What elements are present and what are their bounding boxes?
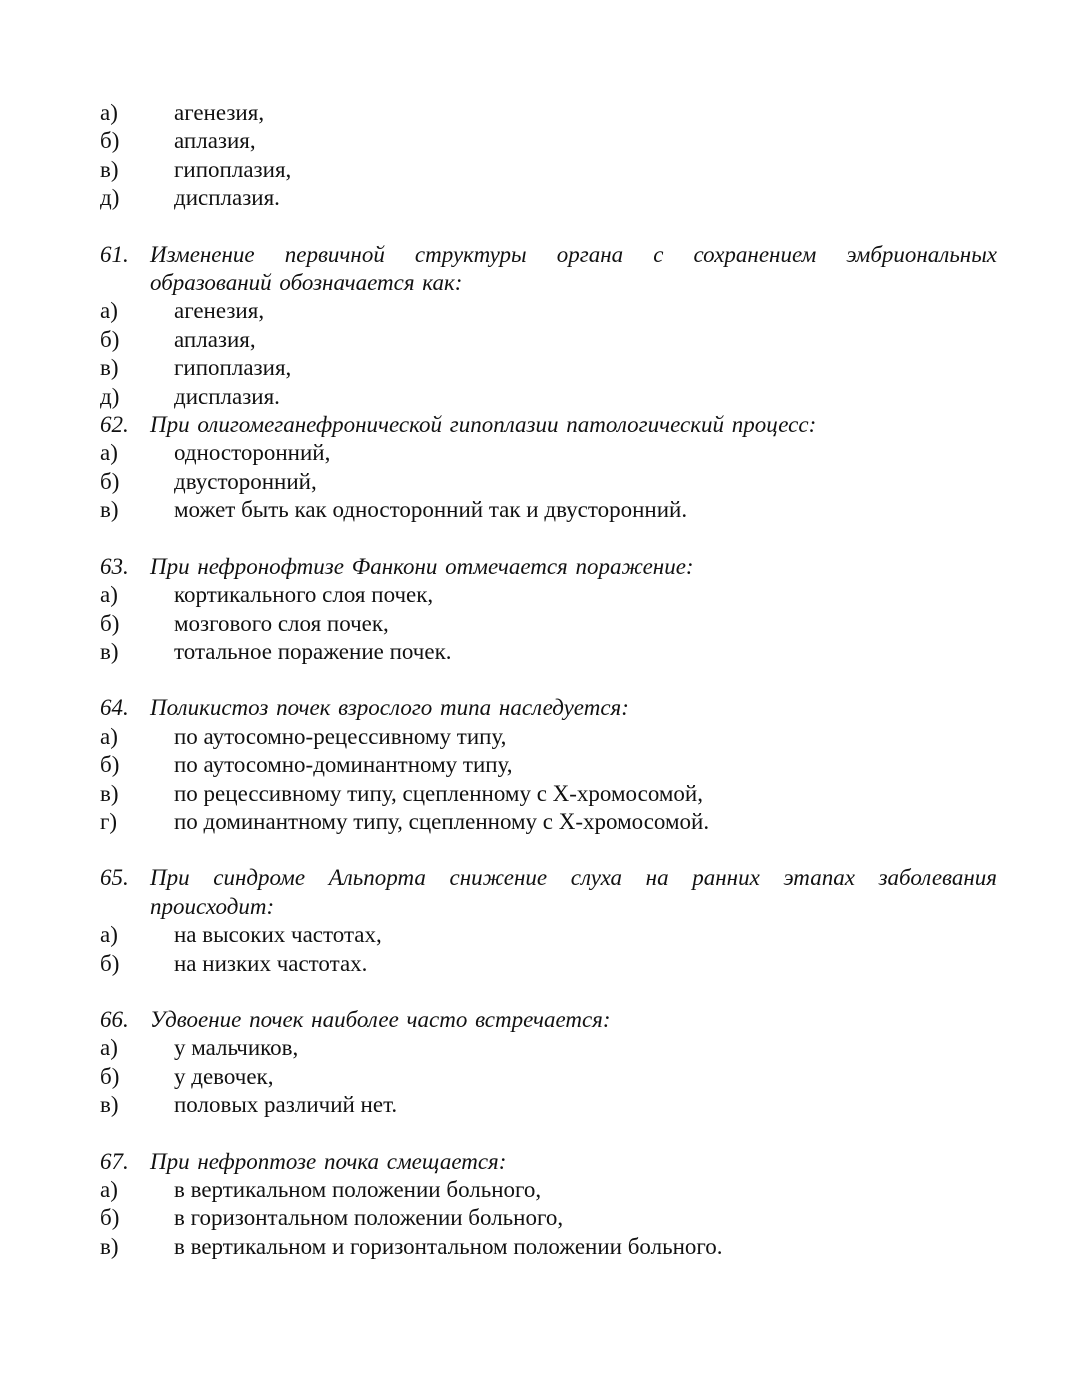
option-text: у девочек, (174, 1063, 274, 1089)
option-text: гипоплазия, (174, 156, 292, 182)
option-text: двусторонний, (174, 468, 317, 494)
question-text: При нефронофтизе Фанкони отмечается поражение: (150, 553, 694, 579)
option-letter: а) (100, 922, 118, 948)
option-letter: в) (100, 780, 119, 806)
spacer (100, 978, 997, 1006)
option-letter: в) (100, 1233, 119, 1259)
question-number: 67. (100, 1148, 129, 1174)
option-line (100, 1091, 997, 1119)
question-line (100, 694, 997, 722)
option-letter: б) (100, 128, 120, 154)
option-line (100, 751, 997, 779)
option-line (100, 297, 997, 325)
option-text: по рецессивному типу, сцепленному с Х-хромосомой, (174, 780, 703, 806)
question-number: 62. (100, 412, 129, 438)
option-text: в вертикальном положении больного, (174, 1177, 542, 1202)
option-letter: в) (100, 355, 119, 381)
question-66 (100, 1006, 997, 1120)
option-line (100, 780, 997, 808)
spacer (100, 666, 997, 694)
option-line (100, 581, 997, 609)
option-text: по аутосомно-доминантному типу, (174, 752, 513, 778)
question-67 (100, 1148, 997, 1262)
option-letter: в) (100, 1092, 119, 1118)
question-number: 63. (100, 553, 129, 579)
question-number: 65. (100, 865, 129, 891)
spacer (100, 525, 997, 553)
option-letter: б) (100, 326, 120, 352)
question-text-line-1: При синдроме Альпорта снижение слуха на ранних этапах заболевания (150, 865, 997, 891)
spacer (100, 836, 997, 864)
question-text: Поликистоз почек взрослого типа наследуется: (150, 695, 629, 721)
question-text-line-2: образований обозначается как: (150, 270, 463, 296)
option-letter: д) (100, 185, 120, 211)
option-text: кортикального слоя почек, (174, 582, 434, 608)
question-number: 66. (100, 1006, 129, 1032)
option-letter: б) (100, 950, 120, 976)
question-text (150, 241, 997, 298)
option-line (100, 1034, 997, 1062)
option-line (100, 354, 997, 382)
option-letter: б) (100, 752, 120, 778)
question-line (100, 1006, 997, 1034)
option-line (100, 383, 997, 411)
question-64 (100, 694, 997, 836)
option-letter: в) (100, 497, 119, 523)
question-line (100, 1148, 997, 1176)
option-letter: а) (100, 1177, 118, 1202)
option-letter: а) (100, 723, 118, 749)
option-letter: д) (100, 383, 120, 409)
document-page (100, 99, 997, 1261)
option-text: гипоплазия, (174, 355, 292, 381)
option-line (100, 468, 997, 496)
option-letter: а) (100, 298, 118, 324)
option-text: половых различий нет. (174, 1092, 398, 1118)
option-line (100, 156, 997, 184)
option-line (100, 808, 997, 836)
question-62 (100, 411, 997, 525)
option-line (100, 439, 997, 467)
option-line (100, 950, 997, 978)
option-line (100, 1233, 997, 1261)
spacer (100, 1120, 997, 1148)
option-text: на низких частотах. (174, 950, 368, 976)
question-line (100, 411, 997, 439)
option-line (100, 921, 997, 949)
option-letter: в) (100, 156, 119, 182)
option-text: у мальчиков, (174, 1035, 299, 1061)
option-text: в вертикальном и горизонтальном положении больного. (174, 1233, 723, 1259)
option-letter: б) (100, 468, 120, 494)
question-line (100, 241, 997, 298)
option-text: может быть как односторонний так и двусторонний. (174, 497, 688, 523)
option-line (100, 127, 997, 155)
option-letter: а) (100, 582, 118, 608)
question-text: При олигомеганефронической гипоплазии патологический процесс: (150, 412, 817, 438)
option-line (100, 610, 997, 638)
option-text: дисплазия. (174, 185, 280, 211)
option-text: агенезия, (174, 298, 265, 324)
question-line (100, 553, 997, 581)
question-text-line-2: происходит: (150, 893, 275, 919)
question-61 (100, 241, 997, 411)
option-text: на высоких частотах, (174, 922, 382, 948)
option-letter: г) (100, 808, 118, 834)
option-line (100, 326, 997, 354)
option-letter: б) (100, 610, 120, 636)
option-text: односторонний, (174, 440, 331, 466)
spacer (100, 213, 997, 241)
question-63 (100, 553, 997, 667)
option-line (100, 99, 997, 127)
option-text: мозгового слоя почек, (174, 610, 389, 636)
option-letter: а) (100, 100, 118, 125)
question-text-line-1: Изменение первичной структуры органа с сохранением эмбриональных (150, 241, 997, 267)
option-line (100, 184, 997, 212)
option-line (100, 1176, 997, 1204)
option-text: тотальное поражение почек. (174, 638, 452, 664)
option-text: дисплазия. (174, 383, 280, 409)
option-line (100, 638, 997, 666)
option-line (100, 1204, 997, 1232)
question-line (100, 864, 997, 921)
option-line (100, 496, 997, 524)
option-text: аплазия, (174, 326, 256, 352)
question-number: 61. (100, 241, 129, 267)
option-letter: в) (100, 638, 119, 664)
option-letter: а) (100, 1035, 118, 1061)
option-text: аплазия, (174, 128, 256, 154)
option-text: в горизонтальном положении больного, (174, 1205, 564, 1231)
option-line (100, 1063, 997, 1091)
option-line (100, 723, 997, 751)
question-text: Удвоение почек наиболее часто встречается: (150, 1006, 611, 1032)
option-text: агенезия, (174, 100, 265, 125)
option-text: по аутосомно-рецессивному типу, (174, 723, 507, 749)
option-letter: а) (100, 440, 118, 466)
question-text: При нефроптозе почка смещается: (150, 1148, 507, 1174)
option-letter: б) (100, 1063, 120, 1089)
option-letter: б) (100, 1205, 120, 1231)
question-65 (100, 864, 997, 978)
question-number: 64. (100, 695, 129, 721)
question-text (150, 864, 997, 921)
option-text: по доминантному типу, сцепленному с Х-хромосомой. (174, 808, 710, 834)
lead-options (100, 99, 997, 213)
